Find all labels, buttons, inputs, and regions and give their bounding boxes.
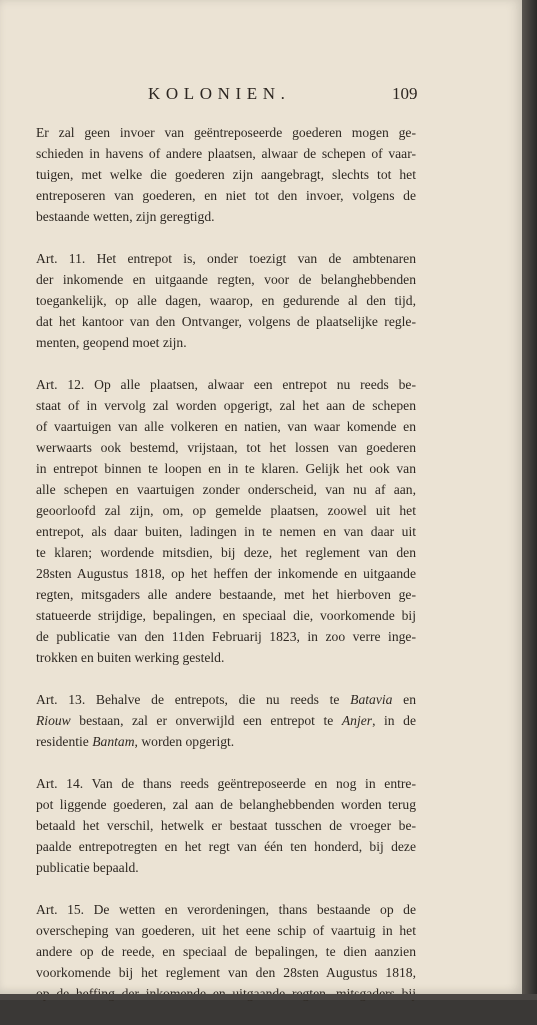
text-line: paalde entrepotregten en het regt van één ten honderd, bij deze bbox=[36, 839, 416, 854]
text-line: voorkomende bij het reglement van den 28sten Augustus 1818, bbox=[36, 965, 416, 980]
text-line: in entrepot binnen te loopen en in te klaren. Gelijk het ook van bbox=[36, 461, 416, 476]
book-spine-shadow bbox=[522, 0, 537, 1000]
text-line: andere op de reede, en speciaal de bepalingen, te dien aanzien bbox=[36, 944, 416, 959]
paragraph-art-15 bbox=[36, 899, 416, 1004]
text-line: regten, mitsgaders alle andere bestaande, met het hierboven ge- bbox=[36, 587, 416, 602]
paragraph-art-11 bbox=[36, 248, 416, 353]
text-line: toegankelijk, op alle dagen, waarop, en gedurende al den tijd, bbox=[36, 293, 416, 308]
text-line: geoorloofd zal zijn, om, op gemelde plaatsen, zoowel uit het bbox=[36, 503, 416, 518]
paragraph-art-13 bbox=[36, 689, 416, 752]
text-line: de publicatie van den 11den Februarij 1823, in zoo verre inge- bbox=[36, 629, 416, 644]
text-line: Art. 11. Het entrepot is, onder toezigt van de ambtenaren bbox=[36, 251, 416, 266]
text-line: te klaren; wordende mitsdien, bij deze, het reglement van den bbox=[36, 545, 416, 560]
text-line: residentie Bantam, worden opgerigt. bbox=[36, 734, 235, 749]
text-line: entrepot, als daar buiten, ladingen in te nemen en van daar uit bbox=[36, 524, 416, 539]
text-line: publicatie bepaald. bbox=[36, 860, 139, 875]
text-line: der inkomende en uitgaande regten, voor de belanghebbenden bbox=[36, 272, 416, 287]
text-line: 28sten Augustus 1818, op het heffen der inkomende en uitgaande bbox=[36, 566, 416, 581]
page-number: 109 bbox=[392, 84, 418, 103]
text-line: staat of in vervolg zal worden opgerigt, zal het aan de schepen bbox=[36, 398, 416, 413]
text-line: werwaarts ook bestemd, vrijstaan, tot het lossen van goederen bbox=[36, 440, 416, 455]
text-line: entreposeren van goederen, en niet tot den invoer, volgens de bbox=[36, 188, 416, 203]
text-line: Riouw bestaan, zal er onverwijld een entrepot te Anjer, in de bbox=[36, 713, 416, 728]
paragraph-art-12 bbox=[36, 374, 416, 668]
text-line: of vaartuigen van alle volkeren en natien, van waar komende en bbox=[36, 419, 416, 434]
text-line: Art. 15. De wetten en verordeningen, thans bestaande op de bbox=[36, 902, 416, 917]
text-line: alle schepen en vaartuigen zonder onderscheid, van nu af aan, bbox=[36, 482, 416, 497]
text-line: Art. 12. Op alle plaatsen, alwaar een entrepot nu reeds be- bbox=[36, 377, 416, 392]
paragraph-art-14 bbox=[36, 773, 416, 878]
page-bottom-edge bbox=[0, 994, 537, 1000]
text-line: menten, geopend moet zijn. bbox=[36, 335, 187, 350]
text-line: pot liggende goederen, zal aan de belanghebbenden worden terug bbox=[36, 797, 416, 812]
text-line: overscheping van goederen, uit het eene schip of vaartuig in het bbox=[36, 923, 416, 938]
text-line: dat het kantoor van den Ontvanger, volgens de plaatselijke regle- bbox=[36, 314, 416, 329]
text-line: Art. 13. Behalve de entrepots, die nu reeds te Batavia en bbox=[36, 692, 416, 707]
text-line: tuigen, met welke die goederen zijn aangebragt, slechts tot het bbox=[36, 167, 416, 182]
text-line: statueerde strijdige, bepalingen, en speciaal die, voorkomende bij bbox=[36, 608, 416, 623]
text-line: schieden in havens of andere plaatsen, alwaar de schepen of vaar- bbox=[36, 146, 416, 161]
text-line: trokken en buiten werking gesteld. bbox=[36, 650, 225, 665]
text-line: betaald het verschil, hetwelk er bestaat tusschen de vroeger be- bbox=[36, 818, 416, 833]
text-line: bestaande wetten, zijn geregtigd. bbox=[36, 209, 215, 224]
paragraph-intro bbox=[36, 122, 416, 227]
body-text bbox=[36, 122, 416, 1025]
text-line: Er zal geen invoer van geëntreposeerde goederen mogen ge- bbox=[36, 125, 416, 140]
text-line: Art. 14. Van de thans reeds geëntreposeerde en nog in entre- bbox=[36, 776, 416, 791]
running-head: KOLONIEN. bbox=[148, 84, 291, 103]
